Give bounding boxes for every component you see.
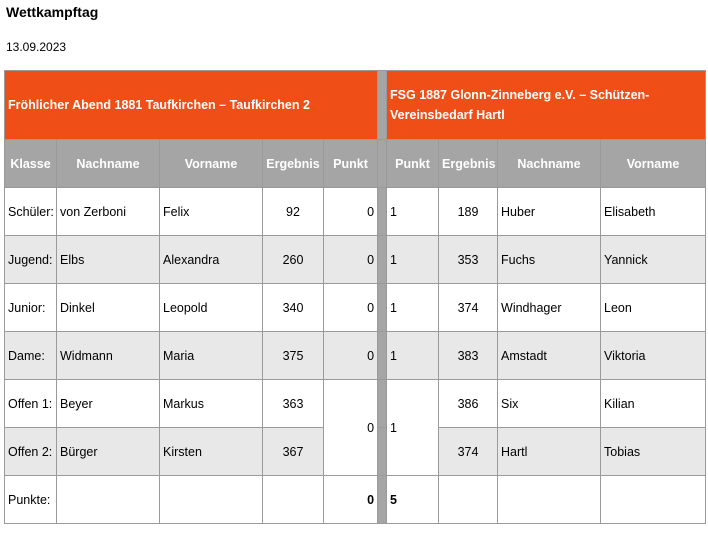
left-punkt-cell: 0	[324, 236, 378, 284]
away-team-name: FSG 1887 Glonn-Zinneberg e.V. – Schützen-Vereinsbedarf Hartl	[387, 71, 706, 140]
right-ergebnis-cell: 374	[439, 428, 498, 476]
right-vorname-cell: Yannick	[601, 236, 706, 284]
column-separator	[378, 71, 387, 140]
right-nachname-cell: Fuchs	[498, 236, 601, 284]
left-ergebnis-cell: 367	[263, 428, 324, 476]
right-ergebnis-cell: 374	[439, 284, 498, 332]
column-separator	[378, 476, 387, 524]
col-header-ergebnis-left: Ergebnis	[263, 140, 324, 188]
left-ergebnis-cell: 363	[263, 380, 324, 428]
column-separator	[378, 140, 387, 188]
empty-cell	[498, 476, 601, 524]
klasse-cell: Schüler:	[5, 188, 57, 236]
klasse-cell: Offen 1:	[5, 380, 57, 428]
right-ergebnis-cell: 189	[439, 188, 498, 236]
right-vorname-cell: Kilian	[601, 380, 706, 428]
left-nachname-cell: Widmann	[57, 332, 160, 380]
right-ergebnis-cell: 353	[439, 236, 498, 284]
table-row	[5, 284, 706, 332]
left-vorname-cell: Alexandra	[160, 236, 263, 284]
left-punkt-cell: 0	[324, 284, 378, 332]
empty-cell	[439, 476, 498, 524]
right-nachname-cell: Huber	[498, 188, 601, 236]
left-vorname-cell: Maria	[160, 332, 263, 380]
col-header-nachname-right: Nachname	[498, 140, 601, 188]
left-ergebnis-cell: 260	[263, 236, 324, 284]
page-title: Wettkampftag	[6, 4, 99, 20]
right-nachname-cell: Amstadt	[498, 332, 601, 380]
left-total-points: 0	[324, 476, 378, 524]
empty-cell	[57, 476, 160, 524]
totals-label: Punkte:	[5, 476, 57, 524]
empty-cell	[160, 476, 263, 524]
empty-cell	[601, 476, 706, 524]
col-header-ergebnis-right: Ergebnis	[439, 140, 498, 188]
klasse-cell: Offen 2:	[5, 428, 57, 476]
empty-cell	[263, 476, 324, 524]
right-punkt-cell: 1	[387, 284, 439, 332]
left-vorname-cell: Leopold	[160, 284, 263, 332]
left-nachname-cell: Dinkel	[57, 284, 160, 332]
right-punkt-cell: 1	[387, 188, 439, 236]
column-separator	[378, 284, 387, 332]
col-header-punkt-left: Punkt	[324, 140, 378, 188]
column-separator	[378, 188, 387, 236]
left-vorname-cell: Markus	[160, 380, 263, 428]
right-ergebnis-cell: 383	[439, 332, 498, 380]
right-ergebnis-cell: 386	[439, 380, 498, 428]
column-separator	[378, 380, 387, 428]
left-vorname-cell: Kirsten	[160, 428, 263, 476]
home-team-name: Fröhlicher Abend 1881 Taufkirchen – Taufkirchen 2	[5, 71, 378, 140]
right-vorname-cell: Tobias	[601, 428, 706, 476]
column-header-row	[5, 140, 706, 188]
right-nachname-cell: Windhager	[498, 284, 601, 332]
left-ergebnis-cell: 375	[263, 332, 324, 380]
right-vorname-cell: Leon	[601, 284, 706, 332]
left-nachname-cell: Beyer	[57, 380, 160, 428]
right-nachname-cell: Hartl	[498, 428, 601, 476]
left-ergebnis-cell: 92	[263, 188, 324, 236]
col-header-punkt-right: Punkt	[387, 140, 439, 188]
table-row	[5, 188, 706, 236]
klasse-cell: Jugend:	[5, 236, 57, 284]
klasse-cell: Junior:	[5, 284, 57, 332]
table-row	[5, 236, 706, 284]
results-table	[4, 70, 706, 524]
col-header-klasse: Klasse	[5, 140, 57, 188]
team-header-row	[5, 71, 706, 140]
right-punkt-cell: 1	[387, 332, 439, 380]
right-total-points: 5	[387, 476, 439, 524]
left-punkt-cell: 0	[324, 332, 378, 380]
left-vorname-cell: Felix	[160, 188, 263, 236]
competition-date: 13.09.2023	[6, 40, 67, 54]
table-row	[5, 380, 706, 428]
right-nachname-cell: Six	[498, 380, 601, 428]
left-offen-punkt-cell: 0	[324, 380, 378, 476]
column-separator	[378, 428, 387, 476]
col-header-nachname-left: Nachname	[57, 140, 160, 188]
right-punkt-cell: 1	[387, 236, 439, 284]
left-punkt-cell: 0	[324, 188, 378, 236]
left-ergebnis-cell: 340	[263, 284, 324, 332]
klasse-cell: Dame:	[5, 332, 57, 380]
left-nachname-cell: Elbs	[57, 236, 160, 284]
totals-row	[5, 476, 706, 524]
left-nachname-cell: von Zerboni	[57, 188, 160, 236]
right-vorname-cell: Elisabeth	[601, 188, 706, 236]
table-row	[5, 332, 706, 380]
column-separator	[378, 236, 387, 284]
right-vorname-cell: Viktoria	[601, 332, 706, 380]
col-header-vorname-right: Vorname	[601, 140, 706, 188]
right-offen-punkt-cell: 1	[387, 380, 439, 476]
left-nachname-cell: Bürger	[57, 428, 160, 476]
col-header-vorname-left: Vorname	[160, 140, 263, 188]
column-separator	[378, 332, 387, 380]
